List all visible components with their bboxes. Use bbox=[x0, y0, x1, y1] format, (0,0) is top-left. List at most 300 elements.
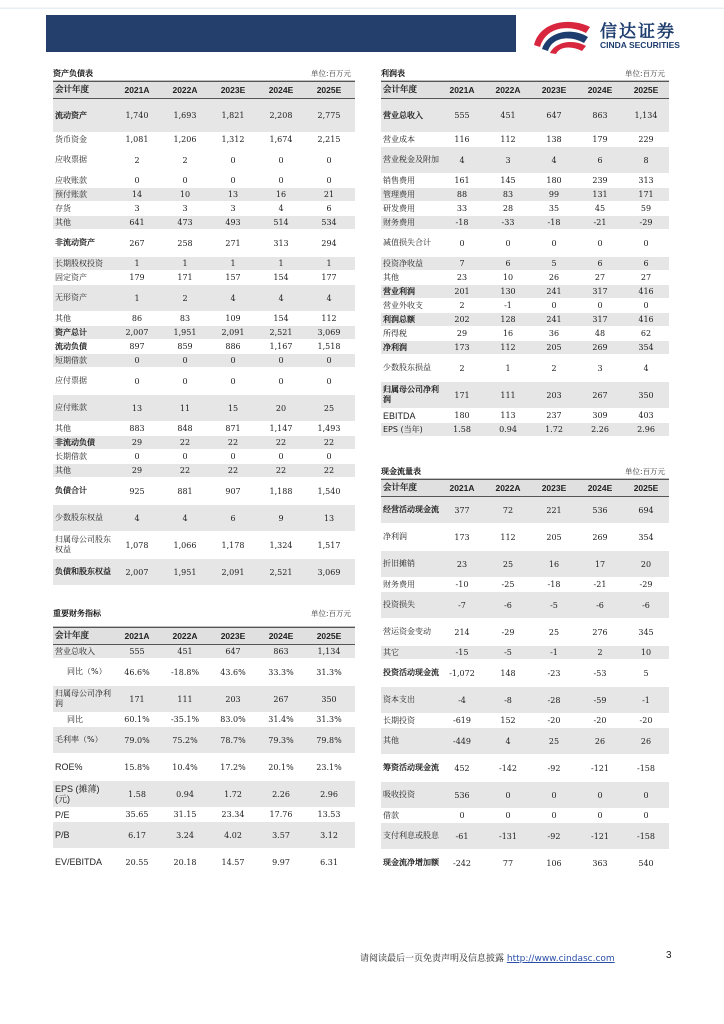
table-row bbox=[53, 257, 355, 271]
table-title: 重要财务指标 bbox=[53, 608, 101, 618]
row-value: 5 bbox=[551, 259, 557, 268]
row-label: 存货 bbox=[55, 203, 71, 213]
header-label: 会计年度 bbox=[383, 85, 418, 95]
row-value: 25 bbox=[548, 736, 560, 746]
table-row bbox=[381, 99, 669, 133]
row-value: 241 bbox=[546, 287, 562, 296]
header-label: 会计年度 bbox=[55, 85, 90, 95]
row-label: 筹资活动现金流 bbox=[383, 763, 439, 772]
table-row bbox=[381, 687, 669, 714]
row-value: 23.34 bbox=[221, 810, 245, 819]
table-row bbox=[381, 646, 669, 660]
row-value: 0 bbox=[134, 356, 140, 365]
row-value: 2 bbox=[459, 301, 465, 310]
row-value: -449 bbox=[453, 736, 471, 746]
table-row bbox=[381, 355, 669, 382]
table-row bbox=[53, 312, 355, 326]
row-value: 179 bbox=[129, 273, 145, 282]
row-value: 2,215 bbox=[317, 135, 341, 144]
year-header: 2025E bbox=[316, 631, 342, 641]
row-value: 20.55 bbox=[125, 857, 149, 867]
row-value: 111 bbox=[500, 390, 516, 400]
row-value: -21 bbox=[593, 580, 607, 589]
row-value: 3 bbox=[134, 204, 140, 213]
row-value: 2,091 bbox=[221, 567, 245, 577]
row-value: 1,821 bbox=[221, 111, 245, 120]
row-value: -7 bbox=[458, 600, 466, 610]
row-label: 支付利息或股息 bbox=[383, 831, 439, 840]
row-value: 881 bbox=[177, 486, 193, 496]
row-value: 0 bbox=[326, 376, 332, 386]
row-value: 354 bbox=[638, 532, 654, 542]
row-value: 4 bbox=[278, 293, 284, 303]
row-value: 239 bbox=[592, 176, 608, 185]
row-value: 154 bbox=[273, 273, 289, 282]
row-value: -242 bbox=[453, 858, 471, 868]
row-label: P/E bbox=[55, 809, 70, 820]
row-value: 109 bbox=[225, 314, 241, 323]
row-value: 1 bbox=[134, 259, 140, 268]
row-value: 22 bbox=[275, 466, 287, 475]
row-value: 0 bbox=[326, 155, 332, 165]
row-value: 26 bbox=[594, 736, 606, 746]
row-label: 研发费用 bbox=[383, 203, 415, 213]
row-value: 171 bbox=[638, 190, 654, 199]
row-label: 其他 bbox=[55, 313, 71, 323]
row-value: 0 bbox=[230, 155, 236, 165]
row-value: 88 bbox=[456, 190, 468, 199]
row-value: 3 bbox=[230, 204, 236, 213]
table-row bbox=[53, 99, 355, 133]
row-value: 2,775 bbox=[317, 111, 341, 120]
row-value: 6 bbox=[505, 259, 511, 268]
row-value: 555 bbox=[129, 647, 145, 656]
row-value: 237 bbox=[546, 411, 562, 420]
row-value: 6 bbox=[326, 204, 332, 213]
row-value: 4 bbox=[182, 513, 188, 523]
row-value: 0 bbox=[551, 811, 557, 820]
row-value: 451 bbox=[500, 111, 516, 120]
table-row bbox=[53, 202, 355, 216]
brand-name-en: CINDA SECURITIES bbox=[600, 40, 680, 50]
row-label: EPS (摊薄)(元) bbox=[55, 784, 100, 804]
row-label: 其它 bbox=[383, 647, 399, 657]
table-row bbox=[53, 808, 355, 822]
row-value: 514 bbox=[273, 218, 289, 227]
row-label: 投资活动现金流 bbox=[383, 668, 439, 677]
row-value: 276 bbox=[592, 627, 608, 637]
row-value: 79.3% bbox=[268, 735, 294, 745]
row-value: 2 bbox=[182, 293, 188, 303]
row-value: 0 bbox=[551, 790, 557, 800]
row-value: 3.12 bbox=[320, 830, 338, 840]
row-value: 46.6% bbox=[124, 667, 150, 677]
row-value: 77 bbox=[502, 858, 514, 868]
row-value: 0 bbox=[134, 176, 140, 185]
row-value: 22 bbox=[179, 438, 191, 447]
row-value: 27 bbox=[594, 273, 606, 282]
row-value: 15 bbox=[227, 403, 239, 413]
table-row bbox=[53, 686, 355, 713]
year-header: 2021A bbox=[449, 85, 475, 95]
row-value: 59 bbox=[640, 204, 652, 213]
row-value: 536 bbox=[592, 505, 608, 515]
year-header: 2025E bbox=[316, 85, 342, 95]
row-value: 267 bbox=[592, 390, 608, 400]
row-value: 62 bbox=[640, 329, 652, 338]
year-header: 2023E bbox=[541, 85, 567, 95]
row-value: 1.72 bbox=[224, 789, 242, 799]
row-value: 138 bbox=[546, 135, 562, 144]
row-value: 27 bbox=[640, 273, 652, 282]
table-row bbox=[53, 285, 355, 312]
row-value: 22 bbox=[227, 466, 239, 475]
row-value: 1,693 bbox=[173, 111, 197, 120]
row-value: 313 bbox=[273, 238, 289, 248]
row-value: 2,091 bbox=[221, 328, 245, 337]
row-value: 203 bbox=[225, 694, 241, 704]
row-value: 33.3% bbox=[268, 667, 294, 677]
table-row bbox=[381, 216, 669, 230]
row-value: 22 bbox=[323, 438, 335, 447]
row-value: 403 bbox=[638, 411, 654, 420]
row-value: 3,069 bbox=[317, 328, 341, 337]
row-value: 0 bbox=[230, 452, 236, 461]
row-value: 154 bbox=[273, 314, 289, 323]
table-row bbox=[381, 147, 669, 174]
row-value: 0 bbox=[230, 176, 236, 185]
row-label: 同比（%） bbox=[67, 667, 107, 676]
row-value: 20.18 bbox=[173, 857, 197, 867]
row-value: 45 bbox=[594, 204, 606, 213]
row-value: -29 bbox=[501, 627, 515, 637]
table-row bbox=[53, 464, 355, 478]
row-value: 2,521 bbox=[269, 328, 293, 337]
row-value: 4 bbox=[551, 155, 557, 165]
row-value: 863 bbox=[273, 647, 289, 656]
row-value: 2,007 bbox=[125, 328, 149, 337]
row-label: 营业总收入 bbox=[55, 646, 95, 656]
row-value: 317 bbox=[592, 287, 608, 296]
row-value: 1,134 bbox=[634, 111, 658, 120]
row-value: 3,069 bbox=[317, 567, 341, 577]
row-value: 1.72 bbox=[545, 425, 563, 434]
key-ratios-table bbox=[53, 600, 355, 876]
row-value: 647 bbox=[225, 647, 241, 656]
row-value: 3.57 bbox=[272, 830, 290, 840]
table-unit: 单位:百万元 bbox=[310, 608, 351, 618]
row-label: 长期投资 bbox=[383, 715, 415, 725]
website-link[interactable]: http://www.cindasc.com bbox=[506, 954, 615, 964]
table-row bbox=[53, 713, 355, 727]
row-value: 1,518 bbox=[317, 342, 341, 351]
row-value: 202 bbox=[454, 315, 470, 324]
year-header: 2024E bbox=[587, 483, 613, 493]
table-row bbox=[381, 188, 669, 202]
row-value: 112 bbox=[500, 135, 516, 144]
row-value: 294 bbox=[321, 238, 337, 248]
row-value: 26 bbox=[640, 736, 652, 746]
row-label: 短期借款 bbox=[55, 355, 87, 365]
row-label: 所得税 bbox=[383, 328, 407, 338]
table-row bbox=[381, 423, 669, 437]
row-value: 4.02 bbox=[224, 830, 242, 840]
row-value: 1,540 bbox=[317, 486, 341, 496]
row-value: 72 bbox=[502, 505, 514, 515]
row-value: 5 bbox=[643, 668, 649, 678]
row-value: 0 bbox=[326, 356, 332, 365]
row-label: 财务费用 bbox=[383, 579, 415, 589]
row-value: 416 bbox=[638, 287, 654, 296]
row-value: -15 bbox=[455, 648, 469, 657]
row-label: 营业成本 bbox=[383, 134, 415, 144]
row-value: 35 bbox=[548, 204, 560, 213]
row-value: 1,517 bbox=[317, 540, 341, 550]
table-row bbox=[381, 341, 669, 355]
table-title: 利润表 bbox=[381, 69, 405, 78]
year-header: 2024E bbox=[268, 631, 294, 641]
row-value: 171 bbox=[454, 390, 470, 400]
row-value: 15.8% bbox=[124, 762, 150, 772]
table-row bbox=[53, 216, 355, 230]
table-row bbox=[53, 559, 355, 586]
row-value: 0 bbox=[551, 238, 557, 248]
row-label: 销售费用 bbox=[383, 175, 415, 185]
brand-name-cn: 信达证券 bbox=[600, 22, 676, 42]
row-value: 1,167 bbox=[269, 342, 293, 351]
row-value: 0 bbox=[230, 376, 236, 386]
table-row bbox=[53, 781, 355, 808]
header-label: 会计年度 bbox=[55, 631, 90, 641]
row-value: 3 bbox=[597, 363, 603, 373]
row-value: 2.26 bbox=[272, 789, 290, 799]
row-value: 21 bbox=[323, 190, 335, 199]
row-value: 493 bbox=[225, 218, 241, 227]
row-value: -142 bbox=[499, 763, 517, 773]
row-value: 14 bbox=[131, 190, 143, 199]
row-value: 112 bbox=[500, 532, 516, 542]
row-label: 财务费用 bbox=[383, 217, 415, 227]
row-value: 6 bbox=[643, 259, 649, 268]
table-unit: 单位:百万元 bbox=[624, 69, 665, 78]
row-value: -18.8% bbox=[170, 667, 200, 677]
row-value: 0 bbox=[551, 301, 557, 310]
row-label: 折旧摊销 bbox=[383, 559, 415, 568]
table-row bbox=[381, 755, 669, 782]
row-value: 1.58 bbox=[128, 789, 146, 799]
row-value: 131 bbox=[592, 190, 608, 199]
row-value: 17.76 bbox=[269, 810, 293, 819]
row-value: 23.1% bbox=[316, 762, 342, 772]
row-label: 其他 bbox=[55, 465, 71, 475]
table-row bbox=[381, 823, 669, 850]
table-row bbox=[53, 230, 355, 257]
row-value: 2.96 bbox=[320, 789, 338, 799]
row-value: 20.1% bbox=[268, 762, 294, 772]
row-value: 241 bbox=[546, 315, 562, 324]
row-value: 171 bbox=[177, 273, 193, 282]
row-value: 23 bbox=[456, 559, 468, 569]
row-value: 179 bbox=[592, 135, 608, 144]
row-value: 3.24 bbox=[176, 830, 194, 840]
table-row bbox=[53, 147, 355, 174]
table-row bbox=[53, 754, 355, 781]
year-header: 2021A bbox=[124, 631, 150, 641]
row-value: 11 bbox=[179, 403, 191, 413]
table-row bbox=[381, 327, 669, 341]
table-row bbox=[53, 174, 355, 188]
table-row bbox=[53, 354, 355, 368]
row-value: 60.1% bbox=[124, 715, 150, 724]
disclaimer-text: 请阅读最后一页免责声明及信息披露 bbox=[360, 954, 505, 964]
row-value: 4 bbox=[459, 155, 465, 165]
row-value: 26 bbox=[548, 273, 560, 282]
row-value: 6.31 bbox=[320, 857, 338, 867]
row-value: 363 bbox=[592, 858, 608, 868]
row-label: 其他 bbox=[55, 217, 71, 227]
row-value: 14.57 bbox=[221, 857, 245, 867]
cash-flow-table bbox=[381, 465, 669, 877]
row-value: -1 bbox=[642, 695, 650, 705]
row-value: 83 bbox=[502, 190, 514, 199]
footer-disclaimer bbox=[360, 951, 615, 964]
table-title: 资产负债表 bbox=[53, 69, 93, 78]
row-value: 0.94 bbox=[499, 425, 517, 434]
year-header: 2022A bbox=[495, 85, 521, 95]
row-value: 203 bbox=[546, 390, 562, 400]
row-value: 180 bbox=[454, 411, 470, 420]
row-value: 35.65 bbox=[125, 810, 149, 819]
row-label: 利润总额 bbox=[383, 314, 415, 324]
row-value: -619 bbox=[453, 716, 471, 725]
row-label: EPS (当年) bbox=[383, 424, 423, 434]
row-value: 1,951 bbox=[173, 328, 197, 337]
row-value: 258 bbox=[177, 238, 193, 248]
row-value: 17 bbox=[594, 559, 606, 569]
row-value: 473 bbox=[177, 218, 193, 227]
row-value: -6 bbox=[596, 600, 604, 610]
row-value: -33 bbox=[501, 218, 515, 227]
row-value: 897 bbox=[129, 342, 145, 351]
table-row bbox=[381, 497, 669, 524]
row-value: -18 bbox=[547, 218, 561, 227]
row-value: -8 bbox=[504, 695, 512, 705]
row-value: -10 bbox=[455, 580, 469, 589]
row-value: 22 bbox=[179, 466, 191, 475]
row-label: 同比 bbox=[67, 714, 83, 724]
table-row bbox=[53, 532, 355, 559]
row-value: -1 bbox=[504, 301, 512, 310]
row-value: 0 bbox=[326, 452, 332, 461]
row-value: 10 bbox=[502, 273, 514, 282]
table-row bbox=[53, 436, 355, 450]
table-row bbox=[53, 188, 355, 202]
row-value: 0 bbox=[182, 356, 188, 365]
row-value: 536 bbox=[454, 790, 470, 800]
row-value: 271 bbox=[225, 238, 241, 248]
row-value: 10.4% bbox=[172, 762, 198, 772]
income-statement-table bbox=[381, 67, 669, 437]
row-value: 925 bbox=[129, 486, 145, 496]
row-value: 863 bbox=[592, 111, 608, 120]
row-label: 流动负债 bbox=[55, 341, 87, 351]
row-value: 83.0% bbox=[220, 715, 246, 724]
table-row bbox=[53, 340, 355, 354]
row-value: 0 bbox=[597, 811, 603, 820]
row-value: 22 bbox=[275, 438, 287, 447]
row-value: 36 bbox=[548, 329, 560, 338]
row-label: 其他 bbox=[55, 423, 71, 433]
row-value: 33 bbox=[456, 204, 468, 213]
table-unit: 单位:百万元 bbox=[310, 69, 351, 78]
row-value: 112 bbox=[500, 343, 516, 352]
row-value: 31.15 bbox=[173, 810, 197, 819]
row-value: 128 bbox=[500, 315, 516, 324]
row-value: 0 bbox=[182, 176, 188, 185]
row-value: 25 bbox=[502, 559, 514, 569]
row-label: 负债和股东权益 bbox=[55, 567, 111, 576]
row-value: 907 bbox=[225, 486, 241, 496]
row-label: 营业外收支 bbox=[383, 300, 423, 310]
table-row bbox=[381, 133, 669, 147]
row-value: 2 bbox=[182, 155, 188, 165]
row-label: 经营活动现金流 bbox=[383, 505, 439, 514]
row-value: 4 bbox=[326, 293, 332, 303]
row-value: 20 bbox=[275, 403, 287, 413]
row-value: 377 bbox=[454, 505, 470, 515]
row-value: 79.0% bbox=[124, 735, 150, 745]
year-header: 2025E bbox=[633, 483, 659, 493]
row-value: 1,324 bbox=[269, 540, 293, 550]
table-row bbox=[53, 478, 355, 505]
row-value: 2 bbox=[597, 648, 603, 657]
table-row bbox=[381, 551, 669, 578]
row-label: 归属母公司净利润 bbox=[55, 689, 111, 708]
table-row bbox=[381, 524, 669, 551]
row-value: -158 bbox=[637, 831, 655, 841]
table-row bbox=[53, 326, 355, 340]
table-row bbox=[381, 271, 669, 285]
year-header: 2023E bbox=[220, 631, 246, 641]
row-label: EBITDA bbox=[383, 410, 416, 421]
row-value: 350 bbox=[638, 390, 654, 400]
header-bar bbox=[46, 15, 516, 52]
row-label: 现金流净增加额 bbox=[383, 858, 439, 867]
row-label: 应收票据 bbox=[55, 155, 87, 164]
row-value: 848 bbox=[177, 424, 193, 433]
row-label: 营业税金及附加 bbox=[383, 155, 439, 164]
row-value: 269 bbox=[592, 343, 608, 352]
year-header: 2024E bbox=[268, 85, 294, 95]
row-label: 少数股东损益 bbox=[383, 363, 431, 372]
row-value: 345 bbox=[638, 627, 654, 637]
table-row bbox=[53, 645, 355, 659]
row-value: 2 bbox=[134, 155, 140, 165]
table-row bbox=[381, 782, 669, 809]
row-value: 112 bbox=[321, 314, 337, 323]
row-label: 投资净收益 bbox=[383, 258, 423, 268]
row-value: -4 bbox=[458, 695, 466, 705]
page-number: 3 bbox=[666, 950, 672, 961]
row-value: 31.3% bbox=[316, 667, 342, 677]
row-value: 2 bbox=[459, 363, 465, 373]
row-value: 0 bbox=[278, 452, 284, 461]
row-value: 31.3% bbox=[316, 715, 342, 724]
row-value: 173 bbox=[454, 532, 470, 542]
row-value: 1,740 bbox=[125, 111, 149, 120]
row-value: 111 bbox=[177, 694, 193, 704]
row-value: -21 bbox=[593, 218, 607, 227]
